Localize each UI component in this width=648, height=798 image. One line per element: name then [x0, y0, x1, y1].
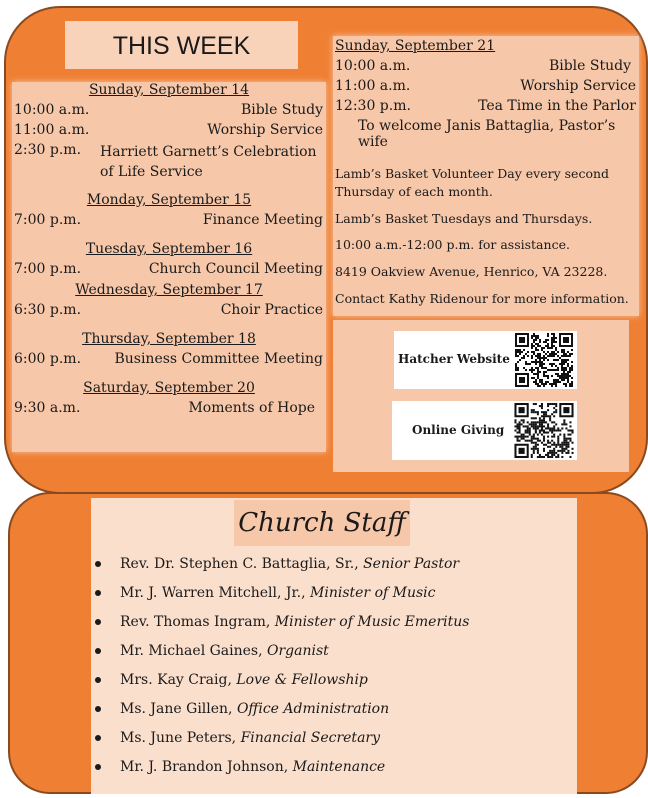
staff-name: Ms. June Peters,: [120, 730, 241, 746]
qr-code-icon: [515, 333, 573, 387]
staff-member-text: [120, 701, 389, 717]
staff-name: Mr. J. Warren Mitchell, Jr.,: [120, 585, 311, 601]
week-schedule-panel: [12, 82, 326, 452]
staff-role: Maintenance: [292, 759, 386, 775]
event-desc: Business Committee Meeting: [114, 351, 323, 367]
event-time: 9:30 a.m.: [14, 400, 81, 416]
event-desc: Finance Meeting: [202, 212, 323, 228]
staff-role: Love & Fellowship: [236, 672, 368, 688]
event-time: 11:00 a.m.: [14, 122, 90, 138]
lambs-basket-note: Lamb’s Basket Volunteer Day every second Thursday of each month.: [335, 166, 610, 199]
day-heading-sun-14: Sunday, September 14: [88, 82, 250, 98]
event-time: 2:30 p.m.: [14, 142, 82, 158]
event-desc: Moments of Hope: [188, 400, 315, 416]
staff-name: Rev. Thomas Ingram,: [120, 614, 275, 630]
event-row: [14, 261, 323, 281]
event-row: [14, 351, 323, 371]
bullet-icon: [95, 619, 101, 625]
staff-member-text: [120, 759, 385, 775]
event-row: [335, 98, 636, 118]
event-row: [335, 78, 636, 98]
event-row: [14, 212, 323, 232]
lambs-basket-note: Lamb’s Basket Tuesdays and Thursdays.: [335, 211, 593, 226]
staff-member-text: [120, 672, 368, 688]
event-desc: Worship Service: [520, 78, 636, 94]
bullet-icon: [95, 706, 101, 712]
lambs-basket-note: 10:00 a.m.-12:00 p.m. for assistance.: [335, 237, 570, 252]
staff-member-text: [120, 614, 469, 630]
staff-role: Minister of Music: [310, 585, 436, 601]
event-desc: Harriett Garnett’s Celebration of Life Service: [100, 144, 317, 180]
qr-code-icon: [513, 403, 575, 458]
staff-name: Mrs. Kay Craig,: [120, 672, 237, 688]
page-title: THIS WEEK: [65, 21, 298, 69]
giving-qr-card[interactable]: [392, 401, 577, 460]
bullet-icon: [95, 735, 101, 741]
event-desc: Worship Service: [207, 122, 323, 138]
event-row: [14, 400, 323, 420]
staff-role: Senior Pastor: [363, 556, 460, 572]
event-time: 10:00 a.m.: [14, 102, 90, 118]
staff-role: Organist: [267, 643, 329, 659]
event-row: [14, 142, 323, 182]
staff-name: Rev. Dr. Stephen C. Battaglia, Sr.,: [120, 556, 364, 572]
event-time: 7:00 p.m.: [14, 261, 82, 277]
event-desc: Tea Time in the Parlor: [478, 98, 636, 114]
staff-role: Financial Secretary: [240, 730, 381, 746]
day-heading-tue-16: Tuesday, September 16: [85, 241, 253, 257]
event-row: [14, 102, 323, 122]
event-desc: Bible Study: [240, 102, 323, 118]
event-time: 11:00 a.m.: [335, 78, 411, 94]
day-heading-wed-17: Wednesday, September 17: [75, 282, 263, 298]
staff-member-text: [120, 730, 380, 746]
bullet-icon: [95, 590, 101, 596]
event-time: 6:00 p.m.: [14, 351, 82, 367]
staff-member-text: [120, 556, 459, 572]
staff-role: Office Administration: [236, 701, 390, 717]
staff-name: Mr. Michael Gaines,: [120, 643, 268, 659]
event-desc: Church Council Meeting: [148, 261, 323, 277]
next-sunday-panel: [333, 36, 639, 316]
day-heading-thu-18: Thursday, September 18: [82, 331, 256, 347]
qr-label: Online Giving: [412, 423, 505, 437]
qr-label: Hatcher Website: [398, 352, 510, 366]
staff-name: Ms. Jane Gillen,: [120, 701, 237, 717]
day-heading-sat-20: Saturday, September 20: [83, 380, 255, 396]
event-row: [335, 58, 636, 78]
day-heading-mon-15: Monday, September 15: [86, 192, 252, 208]
bullet-icon: [95, 677, 101, 683]
bullet-icon: [95, 764, 101, 770]
qr-codes-panel: [333, 320, 629, 472]
tea-note: To welcome Janis Battaglia, Pastor’s wife: [358, 118, 616, 150]
lambs-basket-note: 8419 Oakview Avenue, Henrico, VA 23228.: [335, 264, 608, 279]
staff-member-text: [120, 585, 436, 601]
lambs-basket-note: Contact Kathy Ridenour for more information.: [335, 291, 629, 306]
bullet-icon: [95, 648, 101, 654]
event-time: 7:00 p.m.: [14, 212, 82, 228]
staff-name: Mr. J. Brandon Johnson,: [120, 759, 293, 775]
website-qr-card[interactable]: [394, 331, 577, 389]
event-time: 10:00 a.m.: [335, 58, 411, 74]
event-time: 6:30 p.m.: [14, 302, 82, 318]
event-desc: Choir Practice: [220, 302, 323, 318]
event-row: [14, 302, 323, 322]
church-staff-panel: [91, 498, 577, 794]
event-row: [14, 122, 323, 142]
staff-title: Church Staff: [234, 500, 410, 546]
bullet-icon: [95, 561, 101, 567]
event-desc: Bible Study: [548, 58, 631, 74]
staff-role: Minister of Music Emeritus: [274, 614, 470, 630]
staff-member-text: [120, 643, 329, 659]
event-time: 12:30 p.m.: [335, 98, 411, 114]
day-heading-sun-21: Sunday, September 21: [335, 38, 496, 54]
